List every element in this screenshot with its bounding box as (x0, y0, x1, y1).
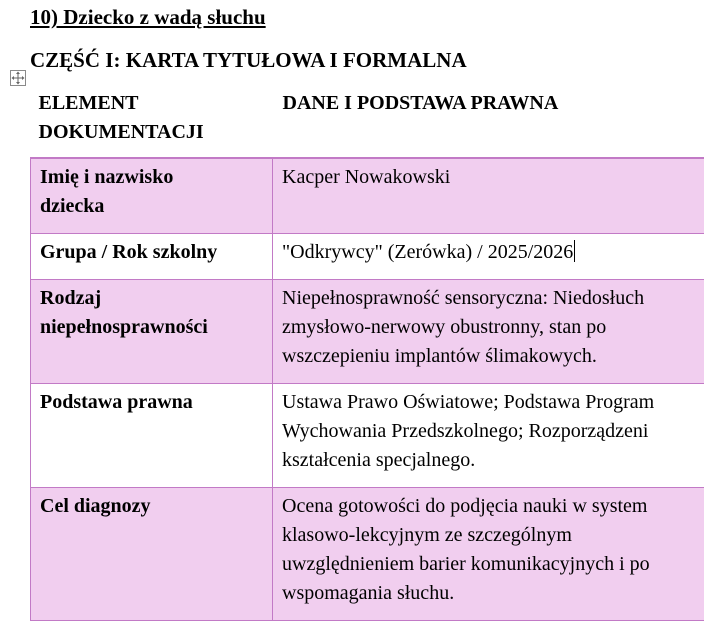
table-row (31, 234, 704, 280)
row-value-line: Niepełnosprawność sensoryczna: Niedosłuch (282, 284, 704, 313)
table-row (31, 280, 704, 384)
row-value-line: wspomagania słuchu. (282, 579, 704, 608)
documentation-table (30, 85, 704, 621)
row-label-cell[interactable] (31, 158, 273, 234)
row-label-cell[interactable] (31, 488, 273, 621)
row-value-text: "Odkrywcy" (Zerówka) / 2025/2026 (282, 241, 573, 263)
row-value-cell[interactable] (273, 384, 704, 488)
column-header-line: DANE I PODSTAWA PRAWNA (283, 89, 704, 118)
row-label-line: Grupa / Rok szkolny (40, 238, 263, 267)
row-label-line: Podstawa prawna (40, 388, 263, 417)
column-header-line: DOKUMENTACJI (39, 118, 265, 147)
row-value-line: wszczepieniu implantów ślimakowych. (282, 342, 704, 371)
row-value-line: Ustawa Prawo Oświatowe; Podstawa Program (282, 388, 704, 417)
row-value-line-with-caret (282, 238, 704, 267)
row-value-line: Ocena gotowości do podjęcia nauki w system (282, 492, 704, 521)
row-value-line: Kacper Nowakowski (282, 163, 704, 192)
move-icon (11, 71, 25, 85)
section-heading: 10) Dziecko z wadą słuchu (30, 4, 266, 30)
row-label-line: Cel diagnozy (40, 492, 263, 521)
row-value-line: Wychowania Przedszkolnego; Rozporządzeni (282, 417, 704, 446)
table-row (31, 158, 704, 234)
row-label-line: Rodzaj (40, 284, 263, 313)
row-value-cell[interactable] (273, 234, 704, 280)
row-value-line: klasowo-lekcyjnym ze szczególnym (282, 521, 704, 550)
table-row (31, 488, 704, 621)
row-value-cell[interactable] (273, 158, 704, 234)
row-value-line: uwzględnieniem barier komunikacyjnych i po (282, 550, 704, 579)
column-header-data[interactable] (273, 85, 704, 158)
row-label-line: niepełnosprawności (40, 313, 263, 342)
table-row (31, 384, 704, 488)
row-value-cell[interactable] (273, 488, 704, 621)
column-header-element[interactable] (31, 85, 273, 158)
row-value-line: kształcenia specjalnego. (282, 446, 704, 475)
row-label-line: dziecka (40, 192, 263, 221)
row-value-line: zmysłowo-nerwowy obustronny, stan po (282, 313, 704, 342)
text-cursor (574, 240, 575, 262)
row-label-cell[interactable] (31, 280, 273, 384)
column-header-line: ELEMENT (39, 89, 265, 118)
row-label-cell[interactable] (31, 384, 273, 488)
row-value-cell[interactable] (273, 280, 704, 384)
table-move-handle[interactable] (10, 70, 26, 86)
table-header-row (31, 85, 704, 158)
row-label-cell[interactable] (31, 234, 273, 280)
row-label-line: Imię i nazwisko (40, 163, 263, 192)
part-heading: CZĘŚĆ I: KARTA TYTUŁOWA I FORMALNA (30, 47, 467, 73)
